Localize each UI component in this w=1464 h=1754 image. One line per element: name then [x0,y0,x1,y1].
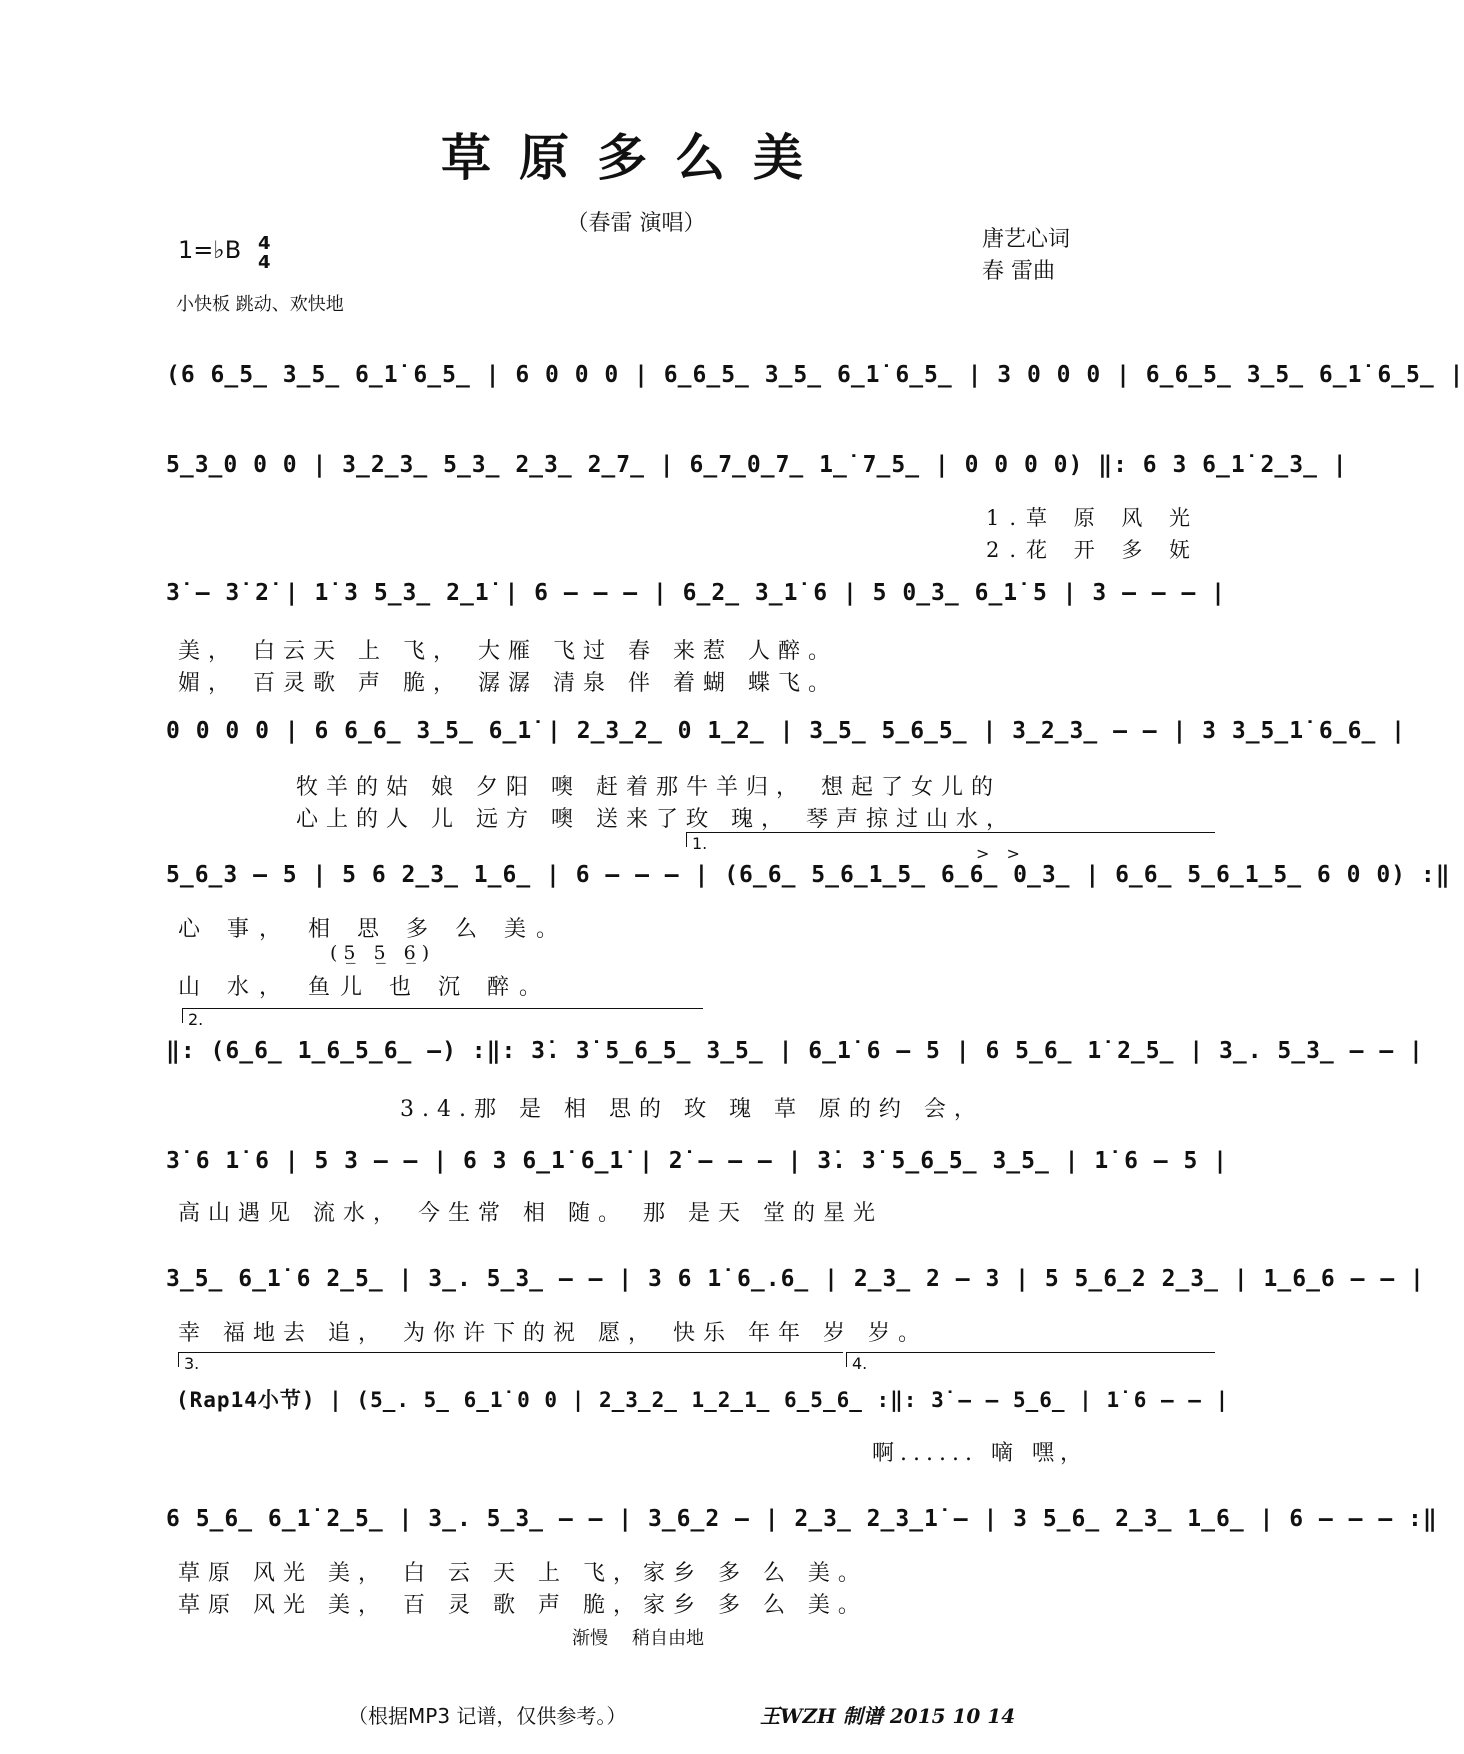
lyric-line-3b: 媚， 百灵歌 声 脆， 潺潺 清泉 伴 着蝴 蝶飞。 [178,671,838,696]
notation-line-1: (6 6̲5̲ 3̲5̲ 6̲1̇ 6̲5̲ | 6 0 0 0 | 6̲6̲5̲ 3̲5̲ 6̲1̇ 6̲5̲ | 3 0 0 0 | 6̲6̲5̲ 3̲5̲ 6̲1̇ 6̲5̲ | [166,362,1464,388]
notation-line-6: ‖: (6̲6̲ 1̲6̲5̲6̲ –) :‖: 3̇. 3̇ 5̲6̲5̲ 3̲5̲ | 6̲1̇ 6 – 5 | 6 5̲6̲ 1̇ 2̲5̲ | 3̲. 5̲3̲ – – | [166,1038,1424,1064]
volta-bracket-4 [846,1352,1215,1367]
lyric-line-7: 高山遇见 流水， 今生常 相 随。 那 是天 堂的星光 [178,1201,883,1226]
lyric-line-2b: 2.花 开 多 妩 [986,538,1201,562]
singer-credit: （春雷 演唱） [566,211,706,236]
song-title: 草原多么美 [441,128,831,187]
notation-line-2: 5̲3̲0 0 0 | 3̲2̲3̲ 5̲3̲ 2̲3̲ 2̲7̲ | 6̲7̲0̲7̲ 1̲̇ 7̲5̲ | 0 0 0 0) ‖: 6 3 6̲1̇ 2̲3̲ | [166,452,1348,478]
lyric-line-8: 幸 福地去 追， 为你许下的祝 愿， 快乐 年年 岁 岁。 [178,1321,928,1346]
accent-marks: > > [976,844,1026,863]
tempo-marking: 小快板 跳动、欢快地 [176,294,344,315]
volta-2-label: 2. [188,1010,204,1029]
tempo-slowdown: 渐慢 [572,1628,608,1649]
time-signature-bottom: 4 [258,252,271,273]
lyric-line-4a: 牧羊的姑 娘 夕阳 噢 赶着那牛羊归， 想起了女儿的 [296,775,1001,800]
notation-line-8: 3̲5̲ 6̲1̇ 6 2̲5̲ | 3̲. 5̲3̲ – – | 3 6 1̇ 6̲.6̲ | 2̲3̲ 2 – 3 | 5 5̲6̲2 2̲3̲ | 1̲6̲6 – – | [166,1266,1425,1292]
lyric-line-5a: 心 事， 相 思 多 么 美。 [178,917,568,942]
lyric-line-5b: 山 水， 鱼儿 也 沉 醉。 [178,975,551,1000]
volta-bracket-1 [686,832,1215,847]
lyric-line-10a: 草原 风光 美， 白 云 天 上 飞，家乡 多 么 美。 [178,1561,868,1586]
notation-line-10: 6 5̲6̲ 6̲1̇ 2̲5̲ | 3̲. 5̲3̲ – – | 3̲6̲2 – | 2̲3̲ 2̲3̲1̇ – | 3 5̲6̲ 2̲3̲ 1̲6̲ | 6 – – – :‖ [166,1506,1438,1532]
notation-line-7: 3̇ 6 1̇ 6 | 5 3 – – | 6 3 6̲1̇ 6̲1̇ | 2̇ – – – | 3̇. 3̇ 5̲6̲5̲ 3̲5̲ | 1̇ 6 – 5 | [166,1148,1228,1174]
volta-1-label: 1. [692,834,708,853]
lyric-line-6: 3.4.那 是 相 思的 玫 瑰 草 原的约 会， [400,1097,984,1122]
lyric-line-2a: 1.草 原 风 光 [986,506,1201,530]
engraver-credit: 王WZH 制谱 2015 10 14 [760,1704,1016,1728]
lyric-line-9: 啊...... 嘀 嘿， [872,1441,1088,1466]
composer-credit: 春 雷曲 [982,259,1055,284]
lyric-variant-notes: (5̲ 5̲ 6̲) [330,942,436,964]
lyric-line-4b: 心上的人 儿 远方 噢 送来了玫 瑰， 琴声掠过山水， [296,807,1016,832]
time-signature [258,234,271,272]
key-signature: 1=♭B [178,236,242,264]
notation-line-4: 0 0 0 0 | 6 6̲6̲ 3̲5̲ 6̲1̇ | 2̲3̲2̲ 0 1̲2̲ | 3̲5̲ 5̲6̲5̲ | 3̲2̲3̲ – – | 3 3̲5̲1̇ 6̲6̲ | [166,718,1407,744]
notation-line-9: (Rap14小节) | (5̲. 5̲ 6̲1̇ 0 0 | 2̲3̲2̲ 1̲2̲1̲ 6̲5̲6̲ :‖: 3̇ – – 5̲6̲ | 1̇ 6 – – | [176,1388,1230,1412]
volta-4-label: 4. [852,1354,868,1373]
lyric-line-3a: 美， 白云天 上 飞， 大雁 飞过 春 来惹 人醉。 [178,639,838,664]
volta-bracket-3 [178,1352,843,1367]
time-signature-top: 4 [258,233,271,254]
lyricist-credit: 唐艺心词 [982,227,1071,252]
volta-bracket-2 [182,1008,703,1023]
volta-3-label: 3. [184,1354,200,1373]
footer-note: （根据MP3 记谱，仅供参考。） [348,1704,627,1728]
tempo-freely: 稍自由地 [632,1628,704,1649]
lyric-line-10b: 草原 风光 美， 百 灵 歌 声 脆，家乡 多 么 美。 [178,1593,868,1618]
notation-line-5: 5̲6̲3 – 5 | 5 6 2̲3̲ 1̲6̲ | 6 – – – | (6̲6̲ 5̲6̲1̲5̲ 6̲6̲ 0̲3̲ | 6̲6̲ 5̲6̲1̲5̲ 6 0 0) :‖ [166,862,1451,888]
notation-line-3: 3̇ – 3̇ 2̇ | 1̇ 3 5̲3̲ 2̲1̇ | 6 – – – | 6̲2̲ 3̲1̇ 6 | 5 0̲3̲ 6̲1̇ 5 | 3 – – – | [166,580,1226,606]
